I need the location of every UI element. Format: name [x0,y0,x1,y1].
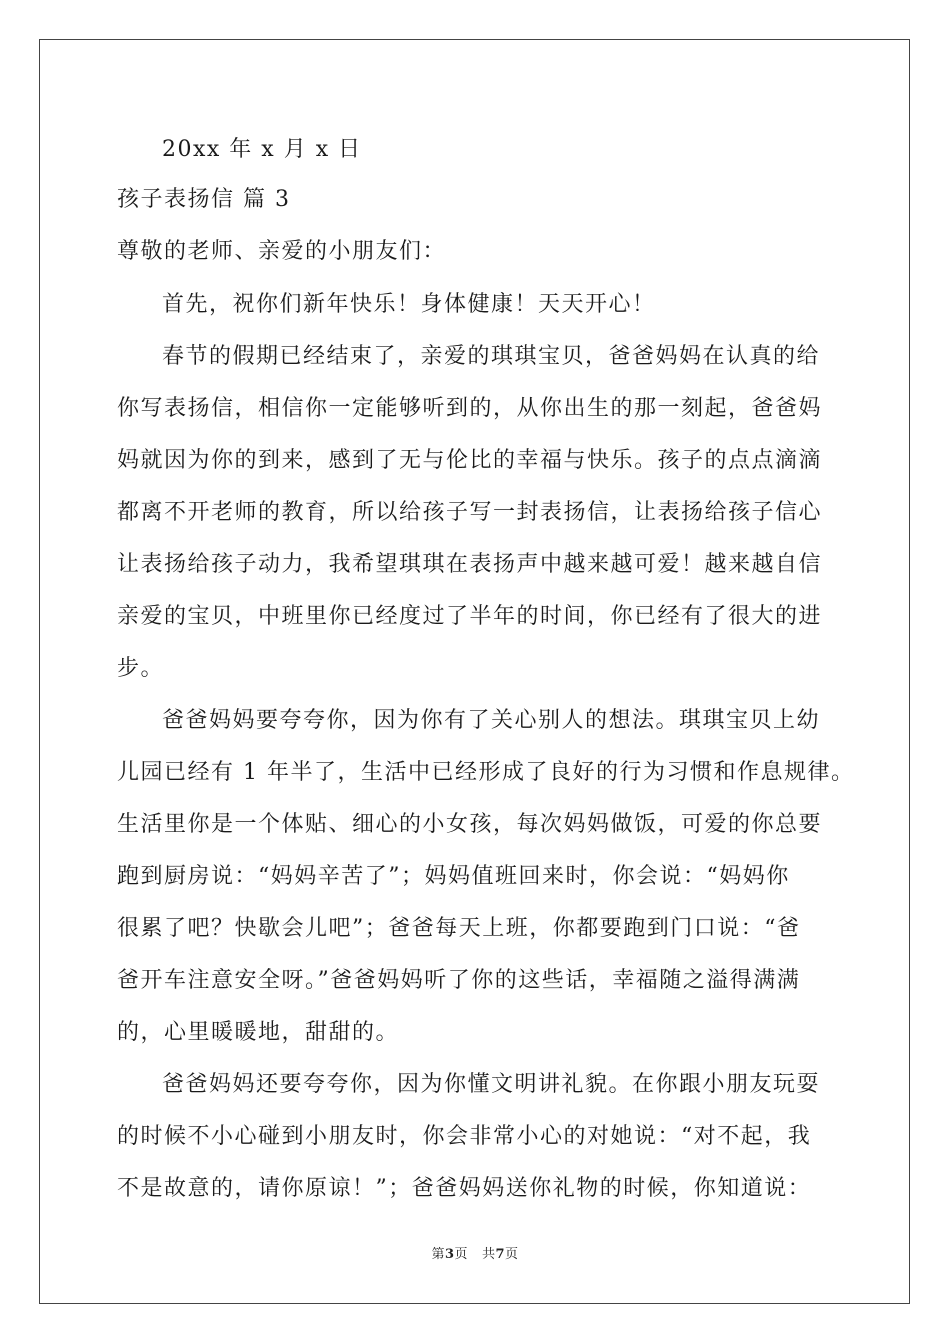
letter-heading: 孩子表扬信 篇 3 [117,187,291,212]
paragraph-line: 的，心里暖暖地，甜甜的。 [117,1020,400,1045]
paragraph-line: 很累了吧？快歇会儿吧”；爸爸每天上班，你都要跑到门口说：“爸 [117,916,801,941]
paragraph-line: 儿园已经有 1 年半了，生活中已经形成了良好的行为习惯和作息规律。 [117,760,855,785]
paragraph-line: 不是故意的，请你原谅！”；爸爸妈妈送你礼物的时候，你知道说： [117,1176,812,1201]
date-line: 20xx 年 x 月 x 日 [162,137,362,162]
page-suffix: 页 [454,1247,469,1262]
paragraph-line: 跑到厨房说：“妈妈辛苦了”；妈妈值班回来时，你会说：“妈妈你 [117,864,790,889]
paragraph-line: 妈就因为你的到来，感到了无与伦比的幸福与快乐。孩子的点点滴滴 [117,448,823,473]
paragraph-line: 你写表扬信，相信你一定能够听到的，从你出生的那一刻起，爸爸妈 [117,396,823,421]
page-footer [0,1246,950,1264]
page-prefix: 第 [431,1247,445,1262]
page-current: 3 [444,1247,455,1262]
paragraph-line: 爸爸妈妈还要夸夸你，因为你懂文明讲礼貌。在你跟小朋友玩耍 [162,1072,821,1097]
paragraph-line: 爸爸妈妈要夸夸你，因为你有了关心别人的想法。琪琪宝贝上幼 [162,708,821,733]
paragraph-line: 都离不开老师的教育，所以给孩子写一封表扬信，让表扬给孩子信心 [117,500,823,525]
page-frame [39,39,910,1304]
paragraph-line: 生活里你是一个体贴、细心的小女孩，每次妈妈做饭，可爱的你总要 [117,812,823,837]
total-prefix: 共 [481,1247,496,1262]
paragraph-line: 让表扬给孩子动力，我希望琪琪在表扬声中越来越可爱！越来越自信 [117,552,823,577]
paragraph-line: 春节的假期已经结束了，亲爱的琪琪宝贝，爸爸妈妈在认真的给 [162,344,821,369]
paragraph-line: 爸开车注意安全呀。”爸爸妈妈听了你的这些话，幸福随之溢得满满 [117,968,801,993]
page-total: 7 [495,1247,506,1262]
paragraph-line: 步。 [117,656,165,681]
salutation: 尊敬的老师、亲爱的小朋友们： [117,239,447,264]
total-suffix: 页 [505,1247,519,1262]
paragraph-line: 首先，祝你们新年快乐！身体健康！天天开心！ [162,292,656,317]
paragraph-line: 亲爱的宝贝，中班里你已经度过了半年的时间，你已经有了很大的进 [117,604,823,629]
paragraph-line: 的时候不小心碰到小朋友时，你会非常小心的对她说：“对不起，我 [117,1124,812,1149]
